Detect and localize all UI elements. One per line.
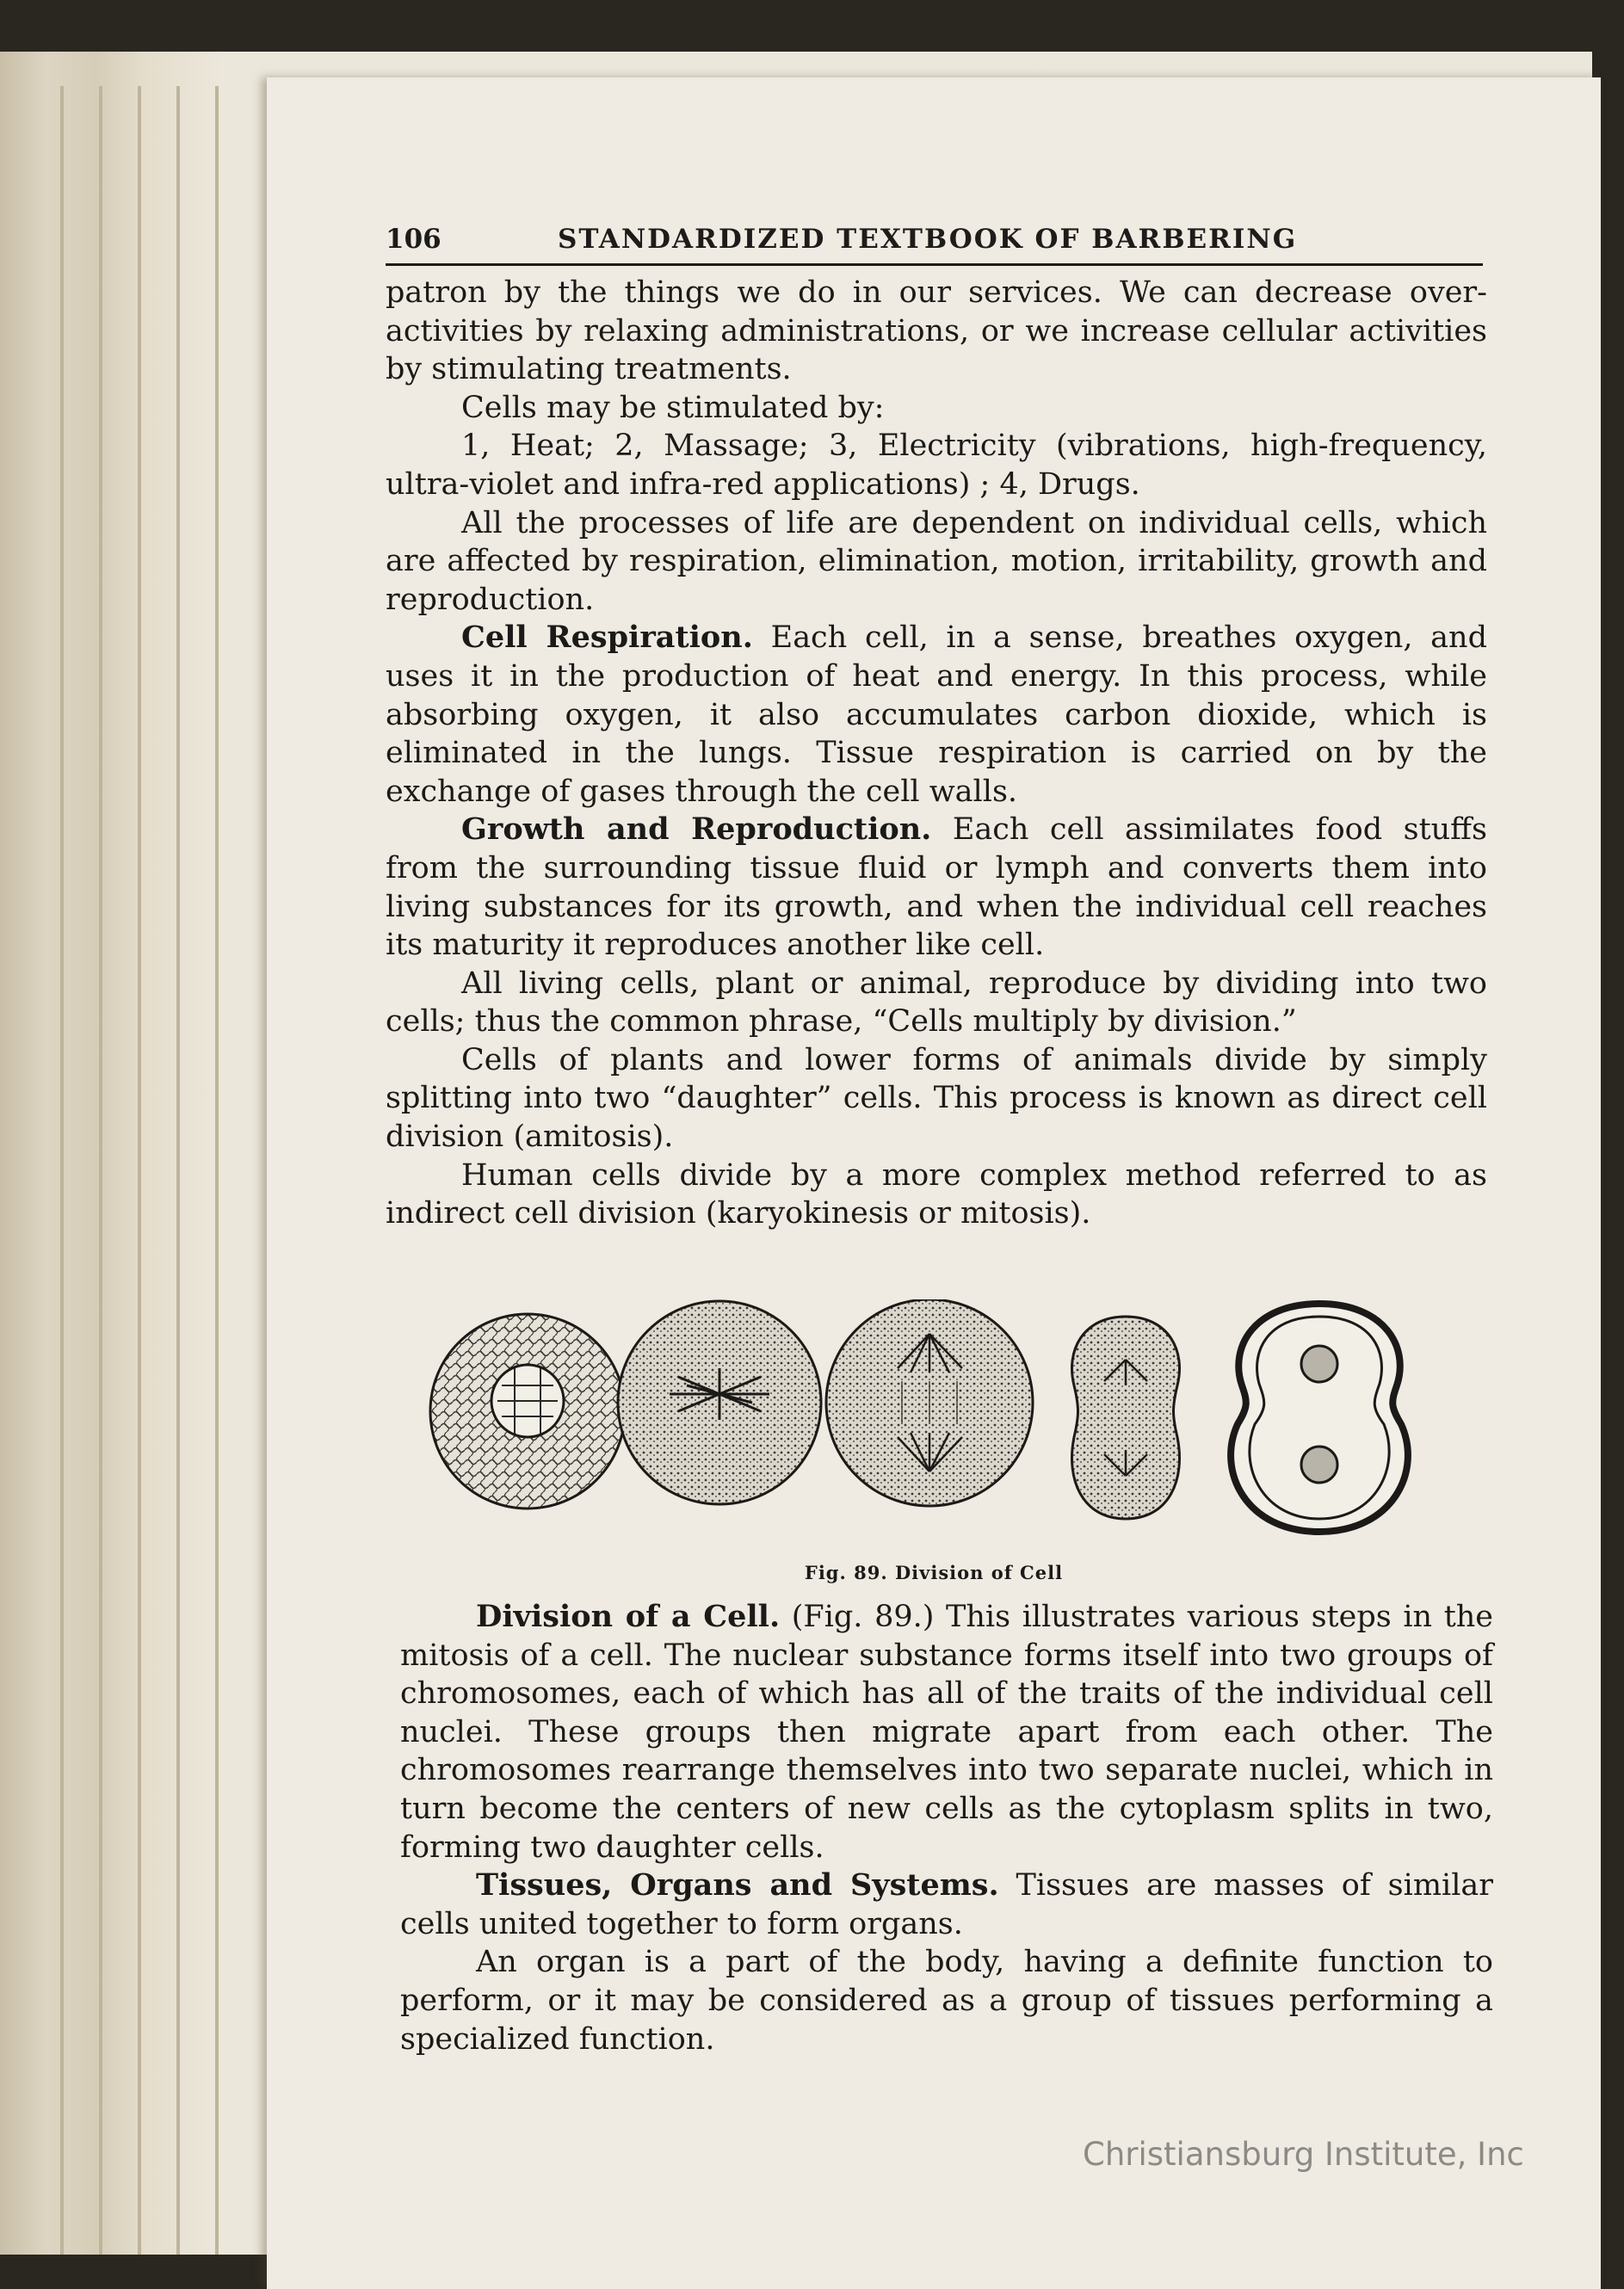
- body-text-bottom: [400, 1598, 1493, 2058]
- cell-stage-5: [1231, 1304, 1408, 1532]
- paragraph: [386, 811, 1487, 964]
- cell-stage-1: [430, 1314, 625, 1509]
- paragraph-text: Tissues are masses of similar cells united together to form organs.: [400, 1868, 1493, 1941]
- page-header: [386, 224, 1483, 266]
- cell-stage-4: [1072, 1317, 1180, 1519]
- running-title: STANDARDIZED TEXTBOOK OF BARBERING: [558, 224, 1298, 255]
- figure-caption: Fig. 89. Division of Cell: [804, 1562, 1064, 1583]
- paragraph: An organ is a part of the body, having a definite function to perform, or it may be considered as a group of tissues performing a specialized function.: [400, 1945, 1493, 2057]
- paragraph: [386, 619, 1487, 811]
- page-edge: [215, 86, 219, 2255]
- run-in-heading: Cell Respiration.: [461, 620, 753, 656]
- body-text-top: [386, 274, 1487, 1233]
- paragraph-text: Each cell assimilates food stuffs from the surrounding tissue fluid or lymph and converts them into living substances for its growth, and when the individual cell reaches its maturity it reproduces another like cell.: [386, 812, 1488, 963]
- watermark-text: Christiansburg Institute, Inc: [1083, 2136, 1524, 2173]
- paragraph-text: Each cell, in a sense, breathes oxygen, and uses it in the production of heat and energy. In this process, while absorbing oxygen, it also accumulates carbon dioxide, which is eliminated in the lungs. Tissue respiration is carried on by the exchange of gases through the cell walls.: [386, 620, 1487, 809]
- paragraph: [400, 1866, 1493, 1943]
- page-edge: [60, 86, 64, 2255]
- run-in-heading: Growth and Reproduction.: [461, 811, 932, 848]
- page-edge: [99, 86, 102, 2255]
- paragraph-text: (Fig. 89.) This illustrates various steps in the mitosis of a cell. The nuclear substance forms itself into two groups of chromosomes, each of which has all of the traits of the individual cell nuclei. These groups then migrate apart from each other. The chromosomes rearrange themselves into two separate nuclei, which in turn become the centers of new cells as the cytoplasm splits in two, forming two daughter cells.: [400, 1600, 1494, 1865]
- paragraph: Human cells divide by a more complex method referred to as indirect cell division (karyokinesis or mitosis).: [386, 1157, 1487, 1231]
- cell-stage-3: [826, 1299, 1033, 1506]
- page-edge: [138, 86, 141, 2255]
- paragraph: patron by the things we do in our services. We can decrease over-activities by relaxing administrations, or we increase cellular activities by stimulating treatments.: [386, 275, 1487, 387]
- page-number: 106: [386, 224, 442, 255]
- paragraph: Cells of plants and lower forms of animals divide by simply splitting into two “daughter” cells. This process is known as direct cell division (amitosis).: [386, 1042, 1487, 1155]
- paragraph: All living cells, plant or animal, reproduce by dividing into two cells; thus the common phrase, “Cells multiply by division.”: [386, 966, 1487, 1040]
- book-page-stack: [0, 52, 1592, 2255]
- page-edge: [176, 86, 180, 2255]
- book-page: [267, 77, 1601, 2289]
- cell-stage-2: [618, 1301, 821, 1504]
- paragraph: All the processes of life are dependent on individual cells, which are affected by respiration, elimination, motion, irritability, growth and reproduction.: [386, 505, 1487, 617]
- paragraph: 1, Heat; 2, Massage; 3, Electricity (vibrations, high-frequency, ultra-violet and infra-red applications) ; 4, Drugs.: [386, 429, 1487, 502]
- run-in-heading: Division of a Cell.: [476, 1599, 781, 1634]
- cell-division-figure: [429, 1299, 1474, 1545]
- paragraph: [400, 1598, 1493, 1866]
- run-in-heading: Tissues, Organs and Systems.: [476, 1867, 999, 1903]
- paragraph: Cells may be stimulated by:: [461, 390, 885, 425]
